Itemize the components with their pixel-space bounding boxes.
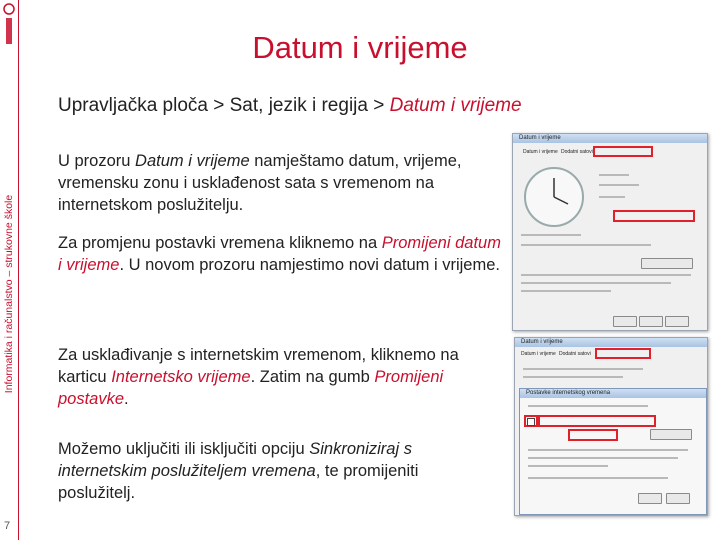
sync-info-line-2 [523,376,623,378]
dialog-info-line-2 [528,457,678,459]
dialog-cancel-button[interactable] [666,493,690,504]
internet-time-window-screenshot [514,337,708,516]
dialog-caption-line [528,405,648,407]
p4-emphasis: Sinkroniziraj s internetskim poslužiteljem vremena [58,440,412,480]
analog-clock-icon [523,166,585,228]
tab-date-time: Datum i vrijeme [523,149,558,155]
p4-text-2: , te promijeniti poslužitelj. [58,462,419,502]
ok-button[interactable] [613,316,637,327]
dst-info-line-1 [521,274,691,276]
p4-text: Možemo uključiti ili isključiti opciju [58,440,310,458]
dialog-ok-button[interactable] [638,493,662,504]
dialog-info-line-4 [528,477,668,479]
p2-text-2: . U novom prozoru namjestimo novi datum i vrijeme. [119,256,500,274]
date-text-line [599,174,629,176]
highlight-sync-label [538,415,656,427]
window-titlebar: Datum i vrijeme [513,134,707,143]
p3-emphasis: Internetsko vrijeme [111,368,251,386]
highlight-change-button [613,210,695,222]
p3-text: Za usklađivanje s internetskim vremenom, kliknemo na karticu [58,346,459,386]
left-divider [18,0,19,540]
slide-title: Datum i vrijeme [252,30,468,65]
datetime-window-screenshot [512,133,708,331]
dst-info-line-2 [521,282,671,284]
page-number: 7 [4,520,11,532]
paragraph-3 [58,344,488,410]
p3-text-3: . [124,390,129,408]
p3-text-2: . Zatim na gumb [250,368,375,386]
update-now-button[interactable] [650,429,692,440]
sync-info-line-1 [523,368,643,370]
p1-text-2: namještamo datum, vrijeme, vremensku zonu i usklađenost sata s vremenom na internetskom poslužitelju. [58,152,462,214]
p2-text: Za promjenu postavki vremena kliknemo na [58,234,382,252]
date-value-line [599,184,639,186]
highlight-server-field [568,429,618,441]
sync-checkbox[interactable] [527,418,535,426]
window-titlebar-2: Datum i vrijeme [515,338,707,347]
side-caption: Informatika i računalstvo – strukovne škole [3,194,15,394]
path-plain: Upravljačka ploča > Sat, jezik i regija > [58,95,390,116]
dialog-info-line-3 [528,465,608,467]
path-emphasis: Datum i vrijeme [389,95,522,116]
cancel-button[interactable] [639,316,663,327]
apply-button[interactable] [665,316,689,327]
paragraph-2 [58,232,508,276]
timezone-label-line [521,234,581,236]
tab-additional-clocks: Dodatni satovi [561,149,593,155]
change-timezone-button[interactable] [641,258,693,269]
tab-additional-clocks-2: Dodatni satovi [559,351,591,357]
p1-text: U prozoru [58,152,136,170]
time-text-line [599,196,625,198]
dst-info-line-3 [521,290,611,292]
p3-emphasis-2: Promijeni postavke [58,368,444,408]
settings-dialog [519,388,707,515]
tab-date-time-2: Datum i vrijeme [521,351,556,357]
paragraph-4 [58,438,498,504]
highlight-change-datetime [593,146,653,157]
p2-emphasis: Promijeni datum i vrijeme [58,234,501,274]
navigation-path [58,95,522,117]
highlight-internet-time-tab [595,348,651,359]
p1-emphasis: Datum i vrijeme [135,152,250,170]
dialog-titlebar: Postavke internetskog vremena [520,389,706,398]
dialog-info-line-1 [528,449,688,451]
timezone-value-line [521,244,651,246]
paragraph-1 [58,150,508,216]
